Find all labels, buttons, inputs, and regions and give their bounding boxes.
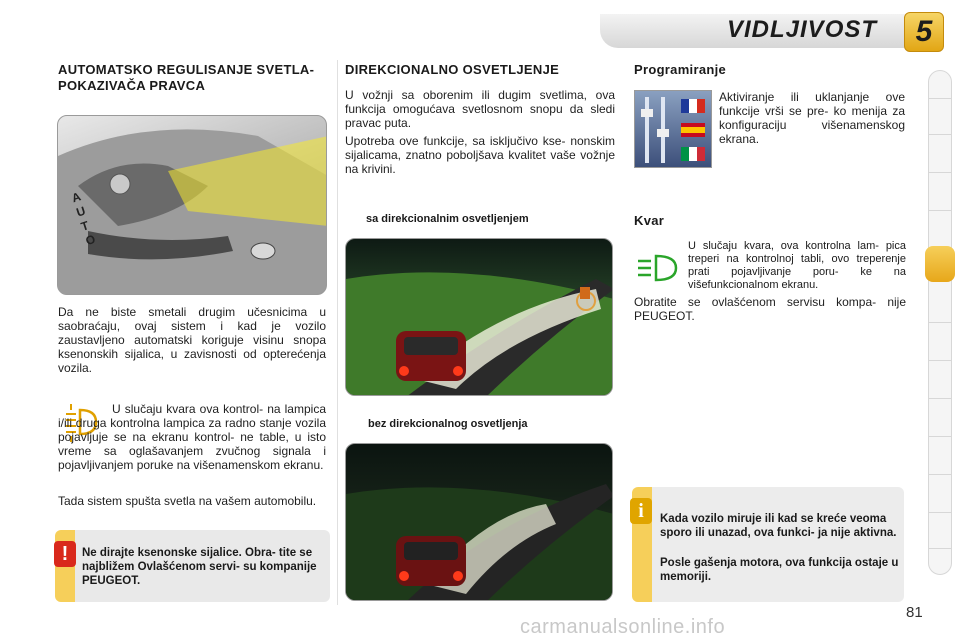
heading-directional: DIREKCIONALNO OSVETLJENJE [345,62,560,77]
flag-es-icon [681,123,705,137]
paragraph-contact-service: Obratite se ovlašćenom servisu kompa- nije PEUGEOT. [634,295,906,323]
tab-active-chapter [925,246,955,282]
tab-divider [928,322,952,323]
tab-divider [928,548,952,549]
info-icon: i [630,498,652,524]
car-headlamp-photo [57,115,327,295]
paragraph-directional-2: Upotreba ove funkcije, sa isključivo kse- nonskim sijalicama, znatno poboljšava kvalitet vaše vožnje na krivini. [345,134,615,176]
tab-divider [928,134,952,135]
chapter-badge: 5 [904,12,944,52]
paragraph-fault-indicator: U slučaju kvara, ova kontrolna lam- pica treperi na kontrolnoj tabli, ovo treperenje prati pojavljivanje poru- ke na višefunkcionalnom ekranu. [688,240,906,291]
tab-divider [928,436,952,437]
paragraph-programming: Aktiviranje ili uklanjanje ove funkcije vrši se pre- ko menija za konfiguraciju višenamenskog ekrana. [719,90,905,146]
warning-text: Ne dirajte ksenonske sijalice. Obra- tite se najbližem Ovlašćenom servi- su kompanije PEUGEOT. [82,547,317,587]
column-right [634,62,906,78]
tab-divider [928,98,952,99]
tab-divider [928,474,952,475]
section-title: VIDLJIVOST [727,16,878,43]
paragraph-directional-1: U vožnji sa oborenim ili dugim svetlima, ova funkcija omogućava svetlosnom snopu da sledi pravac puta. [345,88,615,130]
watermark: carmanualsonline.info [520,616,726,638]
heading-fault: Kvar [634,213,665,228]
info-box [632,487,904,602]
paragraph-intro: Da ne biste smetali drugim učesnicima u saobraćaju, ovaj sistem i kad je vozilo zaustavljeno automatski koriguje visinu snopa ksenonskih sijalica, u zavisnosti od opterećenja vozila. [58,305,326,375]
auto-label: AUTO [70,189,98,249]
heading-programming: Programiranje [634,62,727,77]
tab-divider [928,210,952,211]
column-divider [337,60,338,605]
flag-fr-icon [681,99,705,113]
caption-with-directional: sa direkcionalnim osvetljenjem [366,213,529,225]
photo-with-directional [345,238,613,396]
paragraph-lower: Tada sistem spušta svetla na vašem automobilu. [58,494,317,508]
tab-divider [928,512,952,513]
heading-auto-leveling: AUTOMATSKO REGULISANJE SVETLA-POKAZIVAČA PRAVCA [58,62,315,93]
info-text-2: Posle gašenja motora, ova funkcija ostaje u memoriji. [660,557,899,583]
tab-divider [928,398,952,399]
headlamp-fault-icon [636,252,680,284]
paragraph-fault: U slučaju kvara ova kontrol- na lampica i/ili druga kontrolna lampica za radno stanje vozila pojavljuje se na ekranu kontrol- ne table, u isto vreme sa oglašavanjem zvučnog signala i pojavljivanjem poruke na višenamenskom ekranu. [58,402,326,472]
column-middle [345,62,615,176]
flag-it-icon [681,147,705,161]
tab-divider [928,172,952,173]
photo-without-directional [345,443,613,601]
page-number: 81 [906,604,923,621]
caption-without-directional: bez direkcionalnog osvetljenja [368,418,528,430]
column-left [58,62,328,94]
tab-divider [928,360,952,361]
settings-menu-graphic [634,90,712,168]
info-text-1: Kada vozilo miruje ili kad se kreće veoma sporo ili unazad, ova funkci- ja nije aktivna. [660,513,897,539]
exclamation-icon: ! [54,541,76,567]
